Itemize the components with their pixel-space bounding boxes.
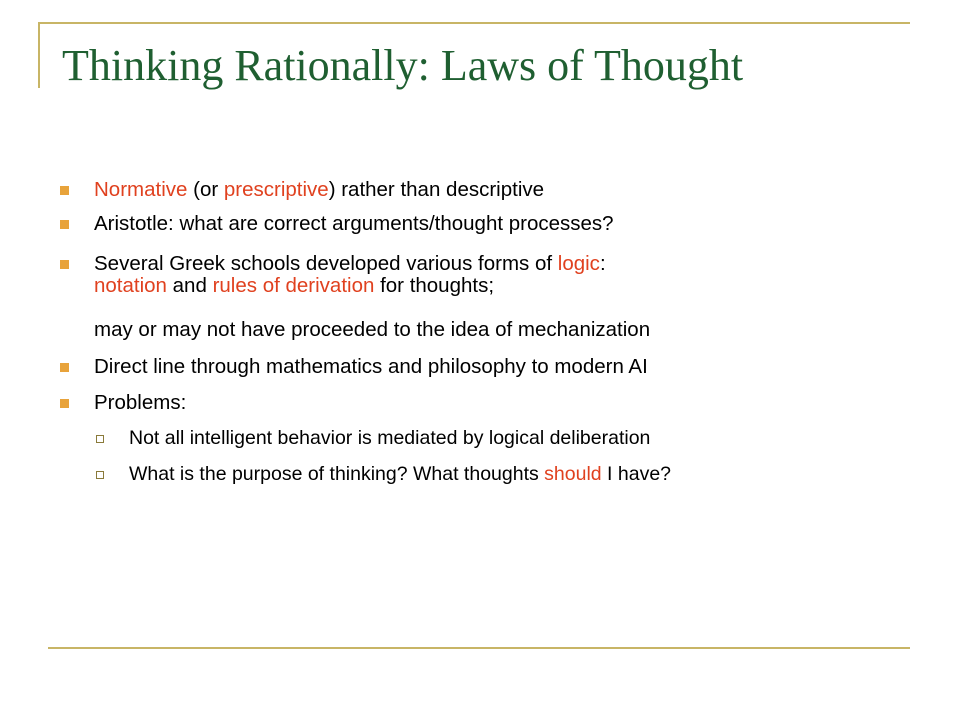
sub-bullet-text: Not all intelligent behavior is mediated by logical deliberation xyxy=(129,427,651,449)
bullet-text: Direct line through mathematics and philosophy to modern AI xyxy=(94,355,648,378)
bullet-text: Aristotle: what are correct arguments/thought processes? xyxy=(94,212,614,235)
bullet-text xyxy=(94,252,606,276)
continuation-text: may or may not have proceeded to the idea of mechanization xyxy=(94,318,651,341)
highlight-prescriptive: prescriptive xyxy=(223,178,329,201)
text-segment: ) rather than descriptive xyxy=(328,178,545,201)
text-segment: : xyxy=(599,252,606,275)
text-segment: I have? xyxy=(601,463,672,485)
highlight-normative: Normative xyxy=(94,178,188,201)
highlight-notation: notation xyxy=(94,274,167,297)
bottom-rule xyxy=(48,647,910,649)
square-bullet-icon xyxy=(60,260,69,269)
text-segment: What is the purpose of thinking? What thoughts xyxy=(129,463,545,485)
left-rule xyxy=(38,22,40,88)
bullet-text: Problems: xyxy=(94,391,187,414)
text-segment: and xyxy=(166,274,213,297)
hollow-square-bullet-icon xyxy=(96,471,104,479)
highlight-should: should xyxy=(544,463,602,485)
square-bullet-icon xyxy=(60,186,69,195)
text-segment: Several Greek schools developed various forms of xyxy=(94,252,558,275)
highlight-rules-of-derivation: rules of derivation xyxy=(212,274,375,297)
sub-bullet-text xyxy=(129,462,671,486)
text-segment: (or xyxy=(187,178,224,201)
top-rule xyxy=(38,22,910,24)
bullet-text xyxy=(94,274,494,298)
square-bullet-icon xyxy=(60,220,69,229)
text-segment: for thoughts; xyxy=(374,274,495,297)
bullet-text xyxy=(94,178,544,202)
hollow-square-bullet-icon xyxy=(96,435,104,443)
slide-title: Thinking Rationally: Laws of Thought xyxy=(62,41,744,90)
square-bullet-icon xyxy=(60,363,69,372)
square-bullet-icon xyxy=(60,399,69,408)
highlight-logic: logic xyxy=(557,252,600,275)
